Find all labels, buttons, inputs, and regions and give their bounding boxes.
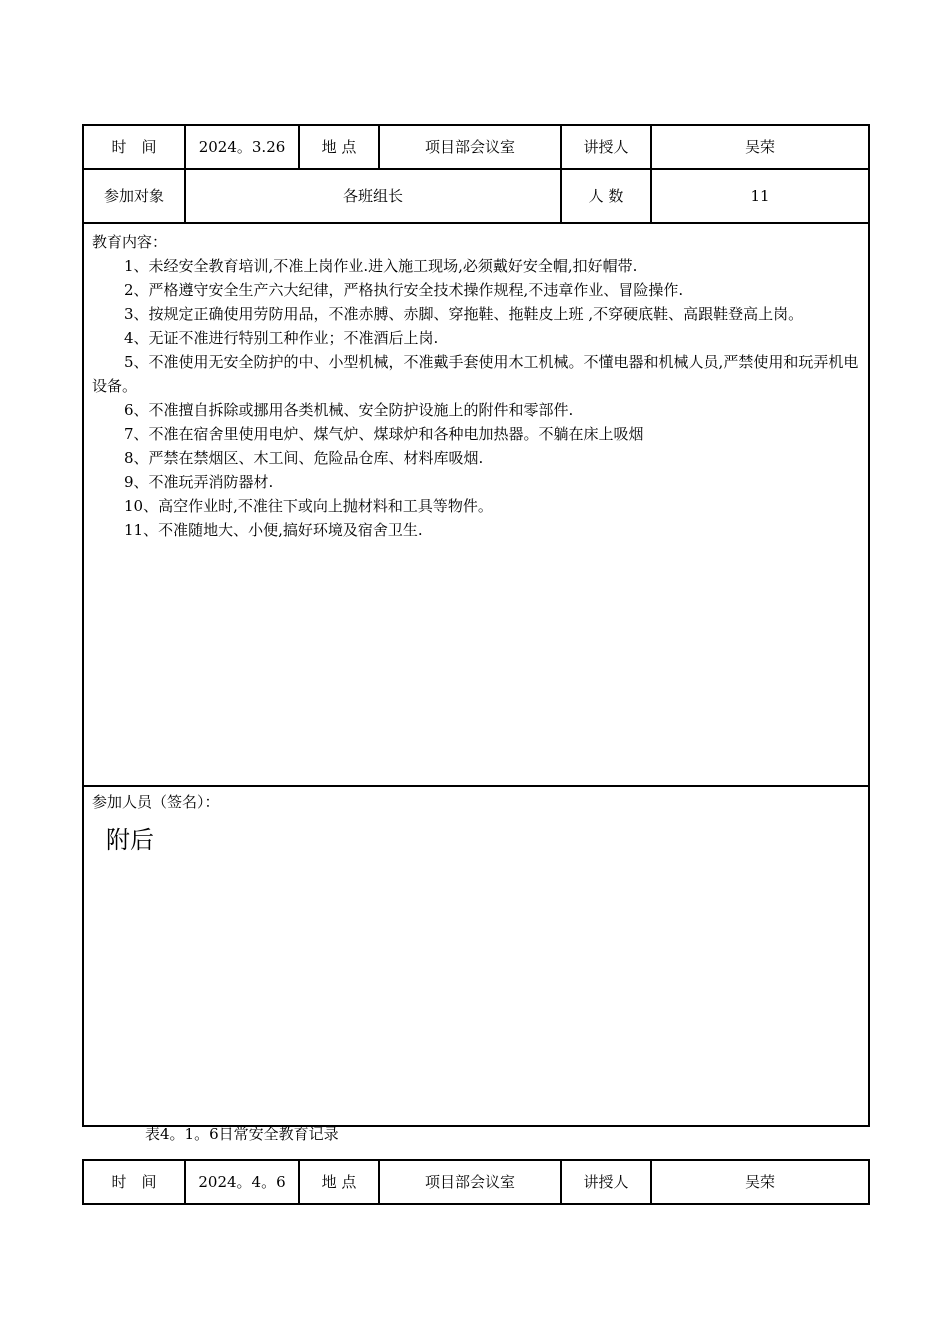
content-title: 教育内容： — [92, 233, 168, 251]
table-caption: 表4。1。6日常安全教育记录 — [145, 1125, 339, 1143]
content-item: 10、高空作业时,不准往下或向上抛材料和工具等物件。 — [124, 497, 493, 515]
content-item: 1、未经安全教育培训,不准上岗作业.进入施工现场,必须戴好安全帽,扣好帽带. — [124, 257, 638, 275]
content-item: 5、不准使用无安全防护的中、小型机械，不准戴手套使用木工机械。不懂电器和机械人员,严禁使用和玩弄机电设备。 — [92, 353, 859, 395]
place-value: 项目部会议室 — [379, 125, 561, 169]
time-label: 时 间 — [83, 125, 185, 169]
content-item: 6、不准擅自拆除或挪用各类机械、安全防护设施上的附件和零部件. — [124, 401, 574, 419]
place-value: 项目部会议室 — [379, 1160, 561, 1204]
time-label: 时 间 — [83, 1160, 185, 1204]
record-header-row — [83, 125, 869, 169]
time-value: 2024。3.26 — [185, 125, 299, 169]
place-label: 地 点 — [299, 125, 379, 169]
place-label: 地 点 — [299, 1160, 379, 1204]
participants-value: 各班组长 — [185, 169, 561, 223]
education-record-table-2 — [82, 1159, 870, 1205]
signature-value: 附后 — [106, 826, 154, 854]
lecturer-value: 吴荣 — [651, 1160, 869, 1204]
signature-label: 参加人员（签名）： — [92, 793, 220, 811]
lecturer-label: 讲授人 — [561, 125, 651, 169]
content-list — [92, 254, 860, 542]
content-item: 8、严禁在禁烟区、木工间、危险品仓库、材料库吸烟. — [124, 449, 484, 467]
content-item: 7、不准在宿舍里使用电炉、煤气炉、煤球炉和各种电加热器。不躺在床上吸烟 — [124, 425, 644, 443]
count-value: 11 — [651, 169, 869, 223]
lecturer-label: 讲授人 — [561, 1160, 651, 1204]
education-content-cell — [83, 223, 869, 786]
content-item: 9、不准玩弄消防器材. — [124, 473, 274, 491]
content-item: 3、按规定正确使用劳防用品，不准赤膊、赤脚、穿拖鞋、拖鞋皮上班 ,不穿硬底鞋、高跟鞋登高上岗。 — [124, 305, 804, 323]
participants-row — [83, 169, 869, 223]
signature-row — [83, 786, 869, 1126]
education-record-table — [82, 124, 870, 1127]
count-label: 人 数 — [561, 169, 651, 223]
content-item: 11、不准随地大、小便,搞好环境及宿舍卫生. — [124, 521, 423, 539]
content-item: 4、无证不准进行特别工种作业；不准酒后上岗. — [124, 329, 439, 347]
time-value: 2024。4。6 — [185, 1160, 299, 1204]
content-row — [83, 223, 869, 786]
content-item: 2、严格遵守安全生产六大纪律，严格执行安全技术操作规程,不违章作业、冒险操作. — [124, 281, 684, 299]
participants-label: 参加对象 — [83, 169, 185, 223]
lecturer-value: 吴荣 — [651, 125, 869, 169]
signature-cell — [83, 786, 869, 1126]
record-header-row — [83, 1160, 869, 1204]
